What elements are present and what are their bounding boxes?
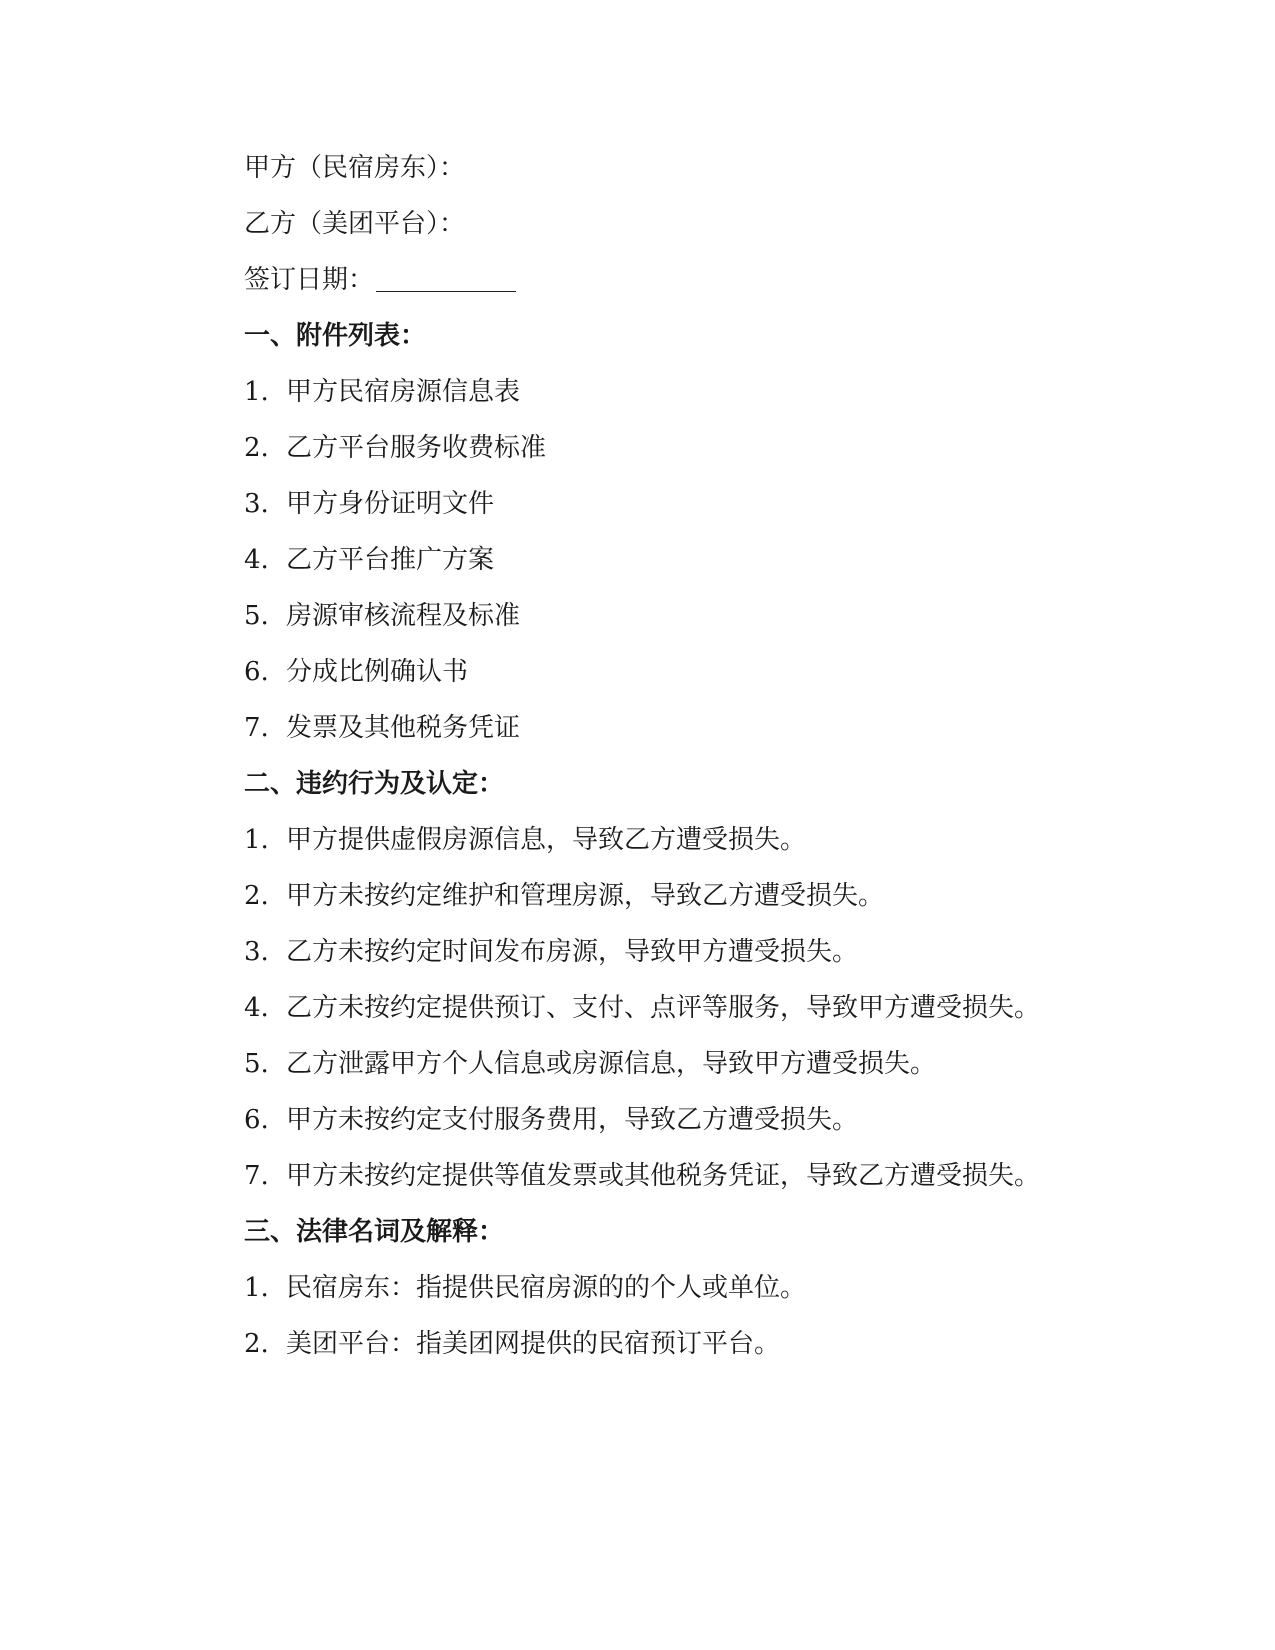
item-number: 4. <box>244 545 269 575</box>
sign-date-blank <box>376 263 516 292</box>
item-number: 5. <box>244 601 269 631</box>
list-item <box>188 1092 1068 1148</box>
list-item <box>188 812 1068 868</box>
section-2-title: 二、违约行为及认定： <box>244 769 505 799</box>
list-item <box>188 980 1068 1036</box>
item-text: 乙方泄露甲方个人信息或房源信息，导致甲方遭受损失。 <box>286 1049 937 1079</box>
item-text: 甲方未按约定支付服务费用，导致乙方遭受损失。 <box>286 1105 859 1135</box>
item-text: 甲方未按约定提供等值发票或其他税务凭证，导致乙方遭受损失。 <box>286 1161 1041 1191</box>
item-text: 分成比例确认书 <box>286 657 469 687</box>
item-number: 6. <box>244 657 269 687</box>
item-text: 房源审核流程及标准 <box>286 601 521 631</box>
list-item <box>188 364 1068 420</box>
item-text: 乙方未按约定时间发布房源，导致甲方遭受损失。 <box>286 937 859 967</box>
party-a-line: 甲方（民宿房东）： <box>244 153 466 183</box>
item-text: 甲方身份证明文件 <box>286 489 495 519</box>
item-number: 2. <box>244 433 269 463</box>
list-item <box>188 532 1068 588</box>
item-text: 乙方平台服务收费标准 <box>286 433 547 463</box>
section-3-title: 三、法律名词及解释： <box>244 1217 505 1247</box>
list-item <box>188 700 1068 756</box>
item-number: 7. <box>244 713 269 743</box>
section-1-title: 一、附件列表： <box>244 321 427 351</box>
list-item <box>188 1260 1068 1316</box>
document-body <box>188 140 1068 1372</box>
item-number: 3. <box>244 489 269 519</box>
list-item <box>188 476 1068 532</box>
item-number: 5. <box>244 1049 269 1079</box>
list-item <box>188 420 1068 476</box>
sign-date-line <box>188 252 1068 308</box>
item-number: 7. <box>244 1161 269 1191</box>
list-item <box>188 588 1068 644</box>
item-text: 乙方平台推广方案 <box>286 545 495 575</box>
item-text: 甲方提供虚假房源信息，导致乙方遭受损失。 <box>286 825 807 855</box>
item-number: 2. <box>244 881 269 911</box>
item-number: 3. <box>244 937 269 967</box>
item-number: 4. <box>244 993 269 1023</box>
item-text: 发票及其他税务凭证 <box>286 713 521 743</box>
item-text: 甲方民宿房源信息表 <box>286 377 521 407</box>
item-number: 1. <box>244 1273 269 1303</box>
item-number: 1. <box>244 825 269 855</box>
list-item <box>188 924 1068 980</box>
item-text: 民宿房东：指提供民宿房源的的个人或单位。 <box>286 1273 807 1303</box>
item-number: 1. <box>244 377 269 407</box>
list-item <box>188 868 1068 924</box>
item-text: 甲方未按约定维护和管理房源，导致乙方遭受损失。 <box>286 881 885 911</box>
list-item <box>188 644 1068 700</box>
list-item <box>188 1036 1068 1092</box>
list-item <box>188 1148 1068 1204</box>
item-text: 乙方未按约定提供预订、支付、点评等服务，导致甲方遭受损失。 <box>286 993 1041 1023</box>
party-b-line: 乙方（美团平台）： <box>244 209 466 239</box>
item-number: 6. <box>244 1105 269 1135</box>
item-number: 2. <box>244 1329 269 1359</box>
sign-date-label: 签订日期： <box>244 265 375 295</box>
list-item <box>188 1316 1068 1372</box>
item-text: 美团平台：指美团网提供的民宿预订平台。 <box>286 1329 781 1359</box>
